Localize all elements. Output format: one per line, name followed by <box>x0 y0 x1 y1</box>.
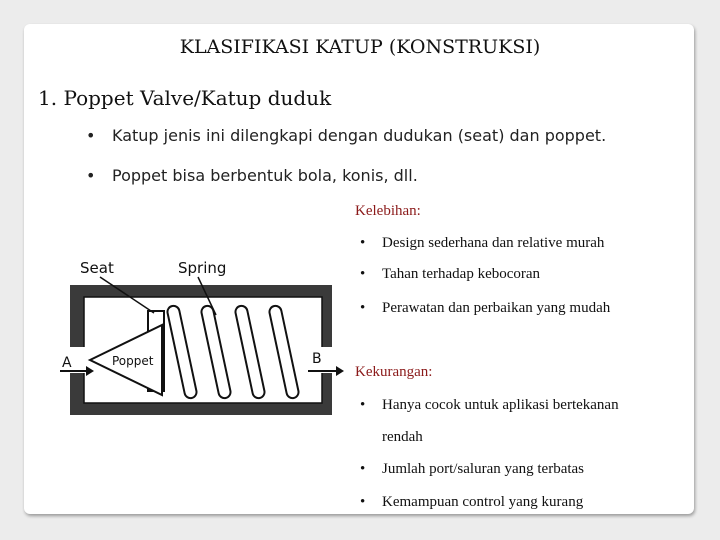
bullet-symbol: • <box>86 126 96 145</box>
advantage-text: Perawatan dan perbaikan yang mudah <box>382 300 611 316</box>
advantage-text: Tahan terhadap kebocoran <box>382 266 541 282</box>
bullet-symbol: • <box>360 300 366 316</box>
advantages-heading: Kelebihan: <box>355 203 421 219</box>
slide-title: KLASIFIKASI KATUP (KONSTRUKSI) <box>179 36 541 58</box>
disadvantage-text: Kemampuan control yang kurang <box>382 494 584 510</box>
disadvantage-text: Jumlah port/saluran yang terbatas <box>382 461 585 477</box>
bullet-symbol: • <box>360 494 366 510</box>
poppet-label: Poppet <box>112 354 154 368</box>
bullet-symbol: • <box>360 266 366 282</box>
disadvantages-heading: Kekurangan: <box>355 364 433 380</box>
port-b-label: B <box>312 351 322 367</box>
disadvantage-text: Hanya cocok untuk aplikasi bertekanan <box>382 397 619 413</box>
bullet-symbol: • <box>360 461 366 477</box>
spring-label: Spring <box>178 259 227 277</box>
bullet-symbol: • <box>86 166 96 185</box>
advantage-text: Design sederhana dan relative murah <box>382 235 605 251</box>
port-b-arrowhead <box>336 366 344 376</box>
port-a-label: A <box>62 355 72 371</box>
bullet-symbol: • <box>360 397 366 413</box>
disadvantage-text: rendah <box>382 429 423 445</box>
bullet-symbol: • <box>360 235 366 251</box>
bullet-text: Katup jenis ini dilengkapi dengan dudukan (seat) dan poppet. <box>112 126 607 145</box>
seat-label: Seat <box>80 259 114 277</box>
bullet-text: Poppet bisa berbentuk bola, konis, dll. <box>112 166 418 185</box>
poppet-valve-diagram <box>60 255 350 445</box>
section-heading: 1. Poppet Valve/Katup duduk <box>38 86 332 110</box>
